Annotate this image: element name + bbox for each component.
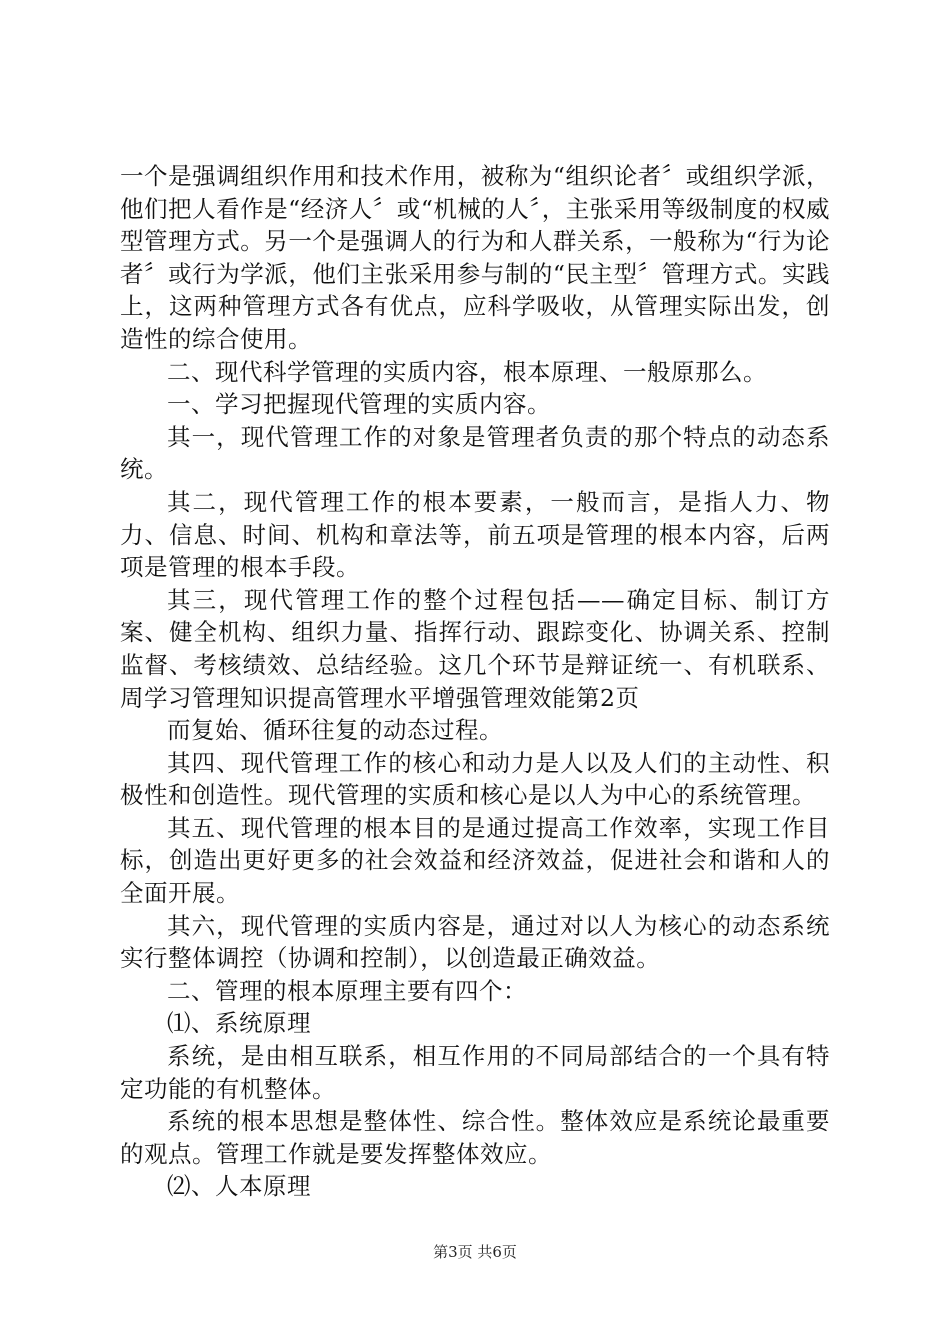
page-number-footer: 第3页 共6页 (433, 1243, 517, 1261)
subheading-essence: 一、学习把握现代管理的实质内容。 (167, 390, 551, 419)
subheading-system-principle: ⑴、系统原理 (167, 1009, 311, 1038)
paragraph-system-thought: 系统的根本思想是整体性、综合性。整体效应是系统论最重要的观点。管理工作就是要发挥整体效应。 (120, 1107, 830, 1168)
paragraph-point-four: 其四、现代管理工作的核心和动力是人以及人们的主动性、积极性和创造性。现代管理的实质和核心是以人为中心的系统管理。 (120, 748, 830, 810)
paragraph-system-definition: 系统，是由相互联系，相互作用的不同局部结合的一个具有特定功能的有机整体。 (120, 1042, 830, 1103)
subheading-human-principle: ⑵、人本原理 (167, 1172, 311, 1201)
heading-section-two: 二、现代科学管理的实质内容，根本原理、一般原那么。 (167, 357, 767, 386)
paragraph-intro-continued: 一个是强调组织作用和技术作用，被称为“组织论者〞或组织学派，他们把人看作是“经济人〞或“机械的人〞，主张采用等级制度的权威型管理方式。另一个是强调人的行为和人群关系，一般称为“行为论者〞或行为学派，他们主张采用参与制的“民主型〞管理方式。实践上，这两种管理方式各有优点，应科学吸收，从管理实际出发，创造性的综合使用。 (120, 162, 830, 353)
paragraph-point-one: 其一，现代管理工作的对象是管理者负责的那个特点的动态系统。 (120, 422, 830, 484)
paragraph-point-five: 其五、现代管理的根本目的是通过提高工作效率，实现工作目标，创造出更好更多的社会效益和经济效益，促进社会和谐和人的全面开展。 (120, 813, 830, 908)
document-body (120, 160, 830, 1203)
paragraph-point-three: 其三，现代管理工作的整个过程包括——确定目标、制订方案、健全机构、组织力量、指挥行动、跟踪变化、协调关系、控制监督、考核绩效、总结经验。这几个环节是辩证统一、有机联系、周学习管理知识提高管理水平增强管理效能第2页 (120, 585, 830, 712)
paragraph-point-two: 其二，现代管理工作的根本要素，一般而言，是指人力、物力、信息、时间、机构和章法等，前五项是管理的根本内容，后两项是管理的根本手段。 (120, 487, 830, 582)
subheading-principles: 二、管理的根本原理主要有四个： (167, 976, 527, 1005)
paragraph-point-six: 其六，现代管理的实质内容是，通过对以人为核心的动态系统实行整体调控（协调和控制），以创造最正确效益。 (120, 911, 830, 973)
paragraph-point-three-continued: 而复始、循环往复的动态过程。 (167, 716, 503, 745)
